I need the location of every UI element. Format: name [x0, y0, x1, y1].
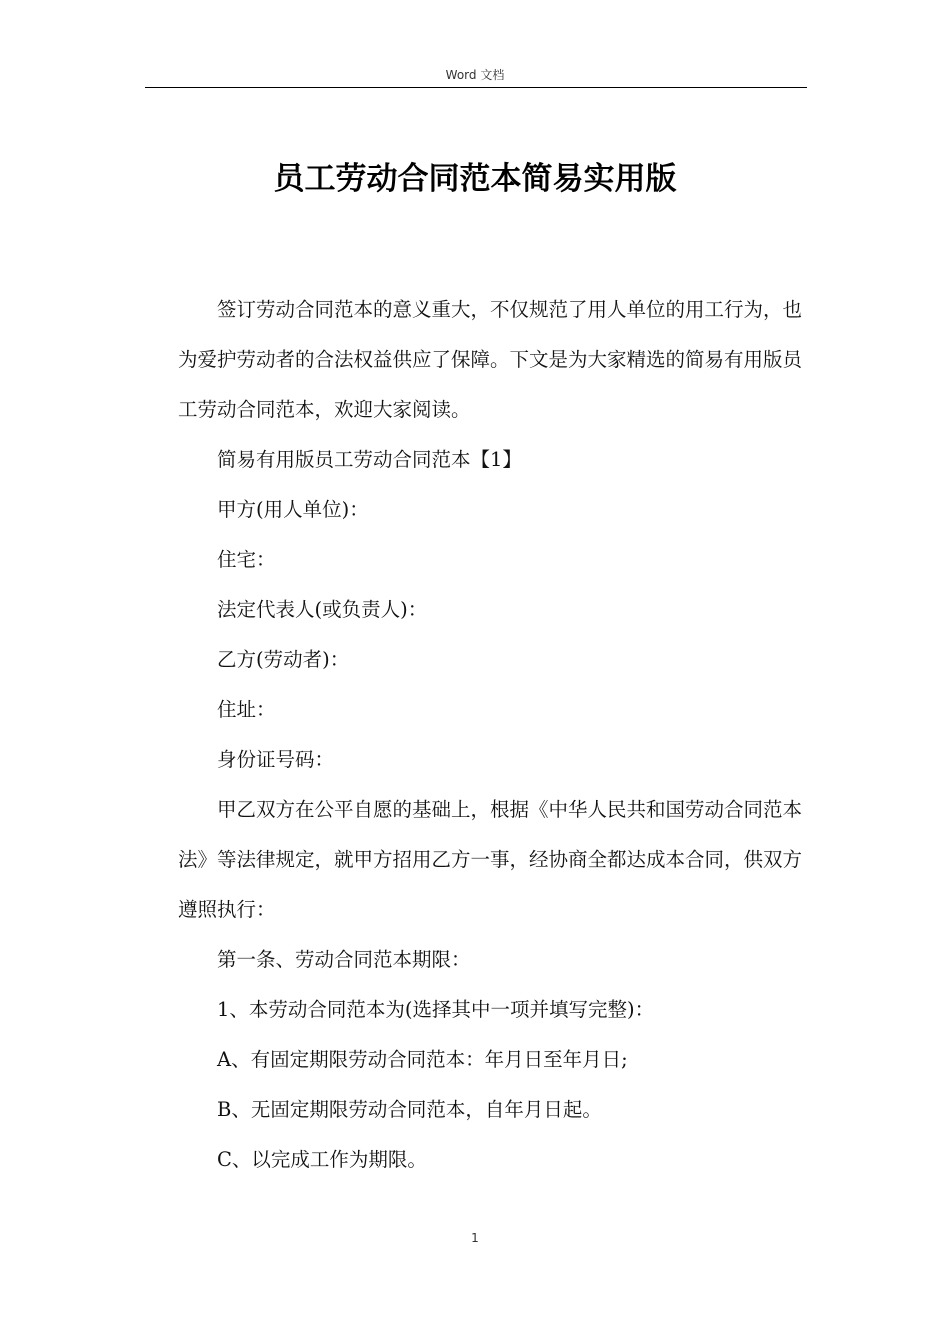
paragraph-option-a: A、有固定期限劳动合同范本：年月日至年月日; [217, 1048, 628, 1071]
paragraph-intro: 签订劳动合同范本的意义重大，不仅规范了用人单位的用工行为，也为爱护劳动者的合法权益供应了保障。下文是为大家精选的简易有用版员工劳动合同范本，欢迎大家阅读。 [178, 298, 803, 421]
paragraph-agreement: 甲乙双方在公平自愿的基础上，根据《中华人民共和国劳动合同范本法》等法律规定，就甲方招用乙方一事，经协商全都达成本合同，供双方遵照执行： [178, 798, 803, 921]
paragraph-option-c: C、以完成工作为期限。 [217, 1148, 427, 1171]
paragraph-party-a: 甲方(用人单位)： [217, 498, 369, 521]
paragraph-id-number: 身份证号码： [217, 748, 335, 771]
document-body [178, 285, 804, 1185]
header-text: Word 文档 [445, 68, 505, 82]
header-rule [145, 87, 807, 88]
paragraph-article-one: 第一条、劳动合同范本期限： [217, 948, 471, 971]
paragraph-party-a-residence: 住宅： [217, 548, 276, 571]
paragraph-legal-representative: 法定代表人(或负责人)： [217, 598, 428, 621]
paragraph-option-b: B、无固定期限劳动合同范本，自年月日起。 [217, 1098, 602, 1121]
paragraph-party-b-address: 住址： [217, 698, 276, 721]
document-title: 员工劳动合同范本简易实用版 [273, 161, 677, 197]
paragraph-party-b: 乙方(劳动者)： [217, 648, 350, 671]
page-number: 1 [471, 1231, 479, 1245]
paragraph-section-heading: 简易有用版员工劳动合同范本【1】 [217, 448, 522, 471]
paragraph-clause-1: 1、本劳动合同范本为(选择其中一项并填写完整)： [217, 998, 655, 1021]
